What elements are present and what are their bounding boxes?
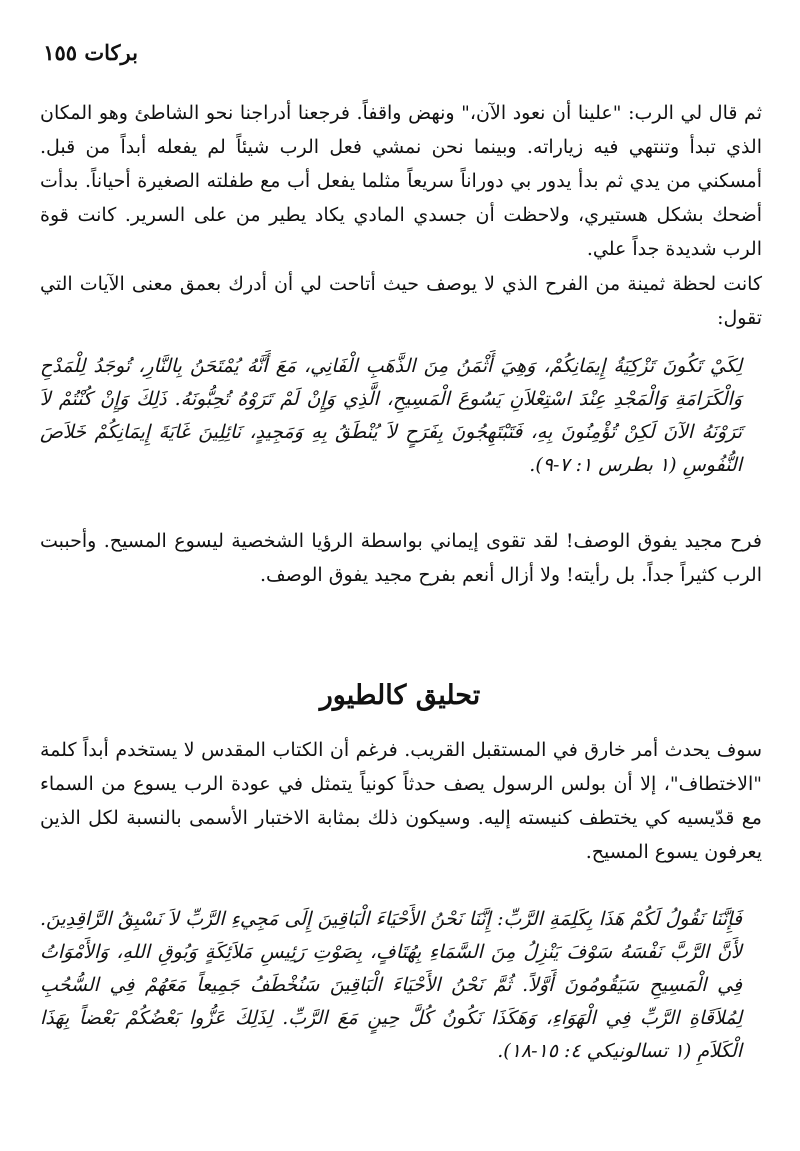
scripture-quote-1: لِكَيْ تَكُونَ تَزْكِيَةُ إِيمَانِكُمْ، وَهِيَ أَثْمَنُ مِنَ الذَّهَبِ الْفَانِي، مَعَ أَنَّهُ يُمْتَحَنُ بِالنَّارِ، تُوجَدُ لِلْمَدْحِ وَالْكَرَامَةِ وَالْمَجْدِ عِنْدَ اسْتِعْلاَنِ يَسُوعَ الْمَسِيحِ، الَّذِي وَإِنْ لَمْ تَرَوْهُ تُحِبُّونَهُ. ذَلِكَ وَإِنْ كُنْتُمْ لاَ تَرَوْنَهُ الآنَ لَكِنْ تُؤْمِنُونَ بِهِ، فَتَبْتَهِجُونَ بِفَرَحٍ لاَ يُنْطَقُ بِهِ وَمَجِيدٍ، نَائِلِينَ غَايَةَ إِيمَانِكُمْ خَلاَصَ النُّفُوسِ (١ بطرس ١: ٧-٩). <box>40 355 742 476</box>
paragraph-3: فرح مجيد يفوق الوصف! لقد تقوى إيماني بواسطة الرؤيا الشخصية ليسوع المسيح. وأحببت الرب كثيراً جداً. بل رأيته! ولا أزال أنعم بفرح مجيد يفوق الوصف. <box>40 530 762 586</box>
section-heading: تحليق كالطيور <box>319 680 481 711</box>
paragraph-2: كانت لحظة ثمينة من الفرح الذي لا يوصف حيث أتاحت لي أن أدرك بعمق معنى الآيات التي تقول: <box>40 273 762 329</box>
scripture-quote-2: فَإِنَّنَا نَقُولُ لَكُمْ هَذَا بِكَلِمَةِ الرَّبِّ: إِنَّنَا نَحْنُ الأَحْيَاءَ الْبَاقِينَ إِلَى مَجِيءِ الرَّبِّ لاَ نَسْبِقُ الرَّاقِدِينَ. لأَنَّ الرَّبَّ نَفْسَهُ سَوْفَ يَنْزِلُ مِنَ السَّمَاءِ بِهُتَافٍ، بِصَوْتِ رَئِيسِ مَلاَئِكَةٍ وَبُوقِ اللهِ، وَالأَمْوَاتُ فِي الْمَسِيحِ سَيَقُومُونَ أَوَّلاً. ثُمَّ نَحْنُ الأَحْيَاءَ الْبَاقِينَ سَنُخْطَفُ جَمِيعاً مَعَهُمْ فِي السُّحُبِ لِمُلاَقَاةِ الرَّبِّ فِي الْهَوَاءِ، وَهَكَذَا نَكُونُ كُلَّ حِينٍ مَعَ الرَّبِّ. لِذَلِكَ عَزُّوا بَعْضُكُمْ بَعْضاً بِهَذَا الْكَلاَمِ (١ تسالونيكي ٤: ١٥-١٨). <box>40 908 742 1062</box>
paragraph-1: ثم قال لي الرب: "علينا أن نعود الآن،" ونهض واقفاً. فرجعنا أدراجنا نحو الشاطئ وهو المكان الذي تبدأ وتنتهي فيه زياراته. وبينما نحن نمشي فعل الرب شيئاً لم يفعله أبداً من قبل. أمسكني من يدي ثم بدأ يدور بي دوراناً سريعاً مثلما يفعل أب مع طفلته الصغيرة أحياناً. بدأت أضحك بشكل هستيري، ولاحظت أن جسدي المادي يكاد يطير من على السرير. كانت قوة الرب شديدة جداً علي. <box>40 102 762 260</box>
page-header: بركات ١٥٥ <box>43 40 138 65</box>
paragraph-4: سوف يحدث أمر خارق في المستقبل القريب. فرغم أن الكتاب المقدس لا يستخدم أبداً كلمة "الاختطاف"، إلا أن بولس الرسول يصف حدثاً كونياً يتمثل في عودة الرب يسوع من السماء مع قدّيسيه كي يختطف كنيسته إليه. وسيكون ذلك بمثابة الاختبار الأسمى بالنسبة لكل الذين يعرفون يسوع المسيح. <box>40 739 762 863</box>
